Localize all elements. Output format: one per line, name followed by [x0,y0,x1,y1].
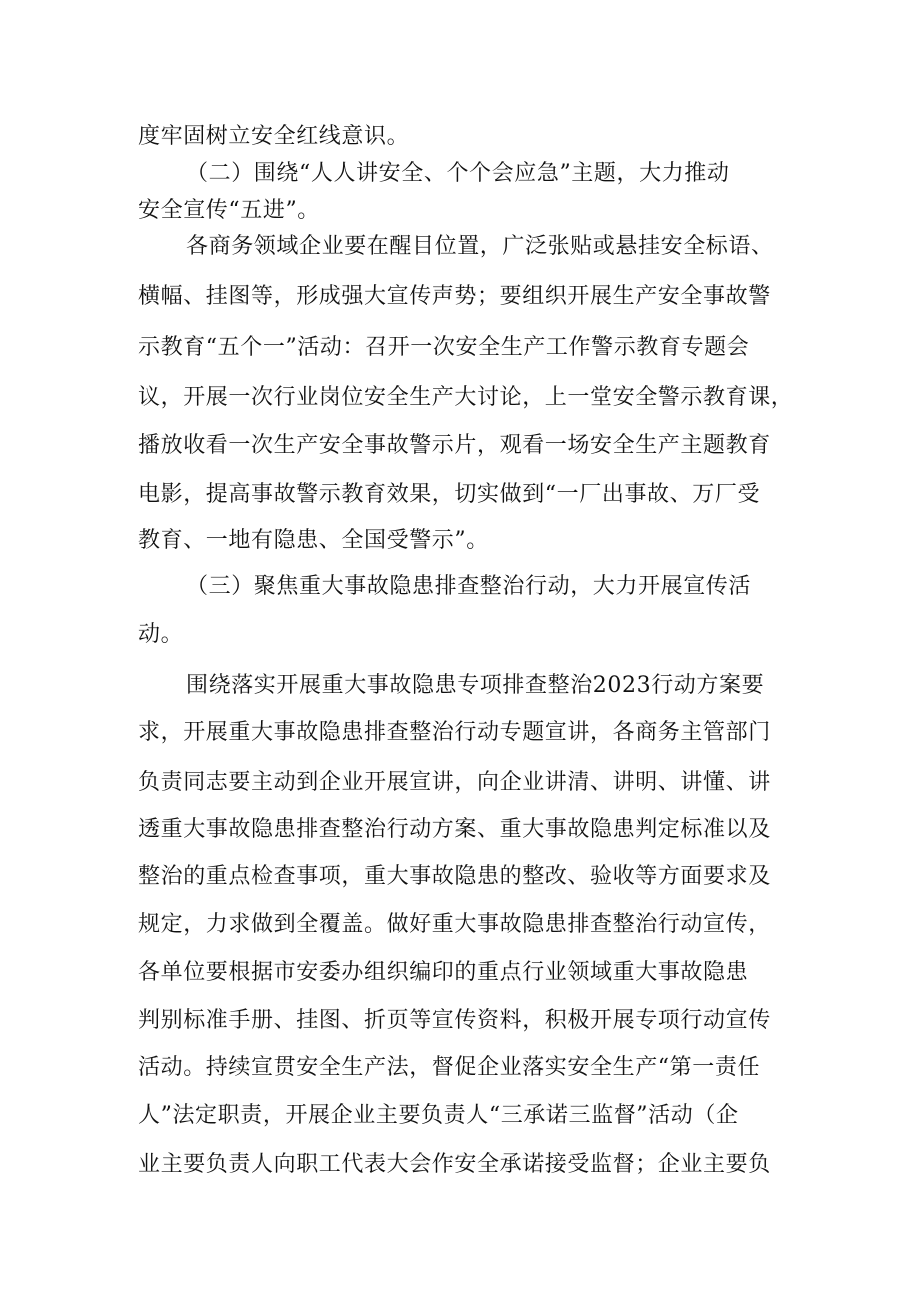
paragraph-line: 围绕落实开展重大事故隐患专项排查整治2023行动方案要 [186,673,765,698]
paragraph-line: 活动。持续宣贯安全生产法，督促企业落实安全生产“第一责任 [138,1055,761,1080]
paragraph-line: 电影，提高事故警示教育效果，切实做到“一厂出事故、万厂受 [138,482,761,507]
text-line: 度牢固树立安全红线意识。 [138,124,410,149]
paragraph-line: 判别标准手册、挂图、折页等宣传资料，积极开展专项行动宣传 [138,1008,771,1033]
paragraph-line: 透重大事故隐患排查整治行动方案、重大事故隐患判定标准以及 [138,817,771,842]
paragraph-line: 求，开展重大事故隐患排查整治行动专题宣讲，各商务主管部门 [138,720,771,745]
section-heading-3: （三）聚焦重大事故隐患排查整治行动，大力开展宣传活 [186,574,752,599]
paragraph-line: 示教育“五个一”活动：召开一次安全生产工作警示教育专题会 [138,335,750,360]
section-heading-2-cont: 安全宣传“五进”。 [138,198,320,223]
paragraph-line: 议，开展一次行业岗位安全生产大讨论，上一堂安全警示教育课， [138,385,794,410]
paragraph-line: 各商务领域企业要在醒目位置，广泛张贴或悬挂安全标语、 [186,234,774,259]
paragraph-line: 播放收看一次生产安全事故警示片，观看一场安全生产主题教育 [138,433,771,458]
paragraph-line: 负责同志要主动到企业开展宣讲，向企业讲清、讲明、讲懂、讲 [138,770,771,795]
paragraph-line: 各单位要根据市安委办组织编印的重点行业领域重大事故隐患 [138,960,749,985]
paragraph-line: 横幅、挂图等，形成强大宣传声势；要组织开展生产安全事故警 [138,284,771,309]
paragraph-line: 业主要负责人向职工代表大会作安全承诺接受监督；企业主要负 [138,1152,771,1177]
paragraph-line: 整治的重点检查事项，重大事故隐患的整改、验收等方面要求及 [138,864,771,889]
paragraph-line: 规定，力求做到全覆盖。做好重大事故隐患排查整治行动宣传， [138,912,771,937]
section-heading-2: （二）围绕“人人讲安全、个个会应急”主题，大力推动 [186,161,730,186]
section-heading-3-cont: 动。 [138,622,184,647]
paragraph-line: 人”法定职责，开展企业主要负责人“三承诺三监督”活动（企 [138,1103,739,1128]
paragraph-line: 教育、一地有隐患、全国受警示”。 [138,528,489,553]
